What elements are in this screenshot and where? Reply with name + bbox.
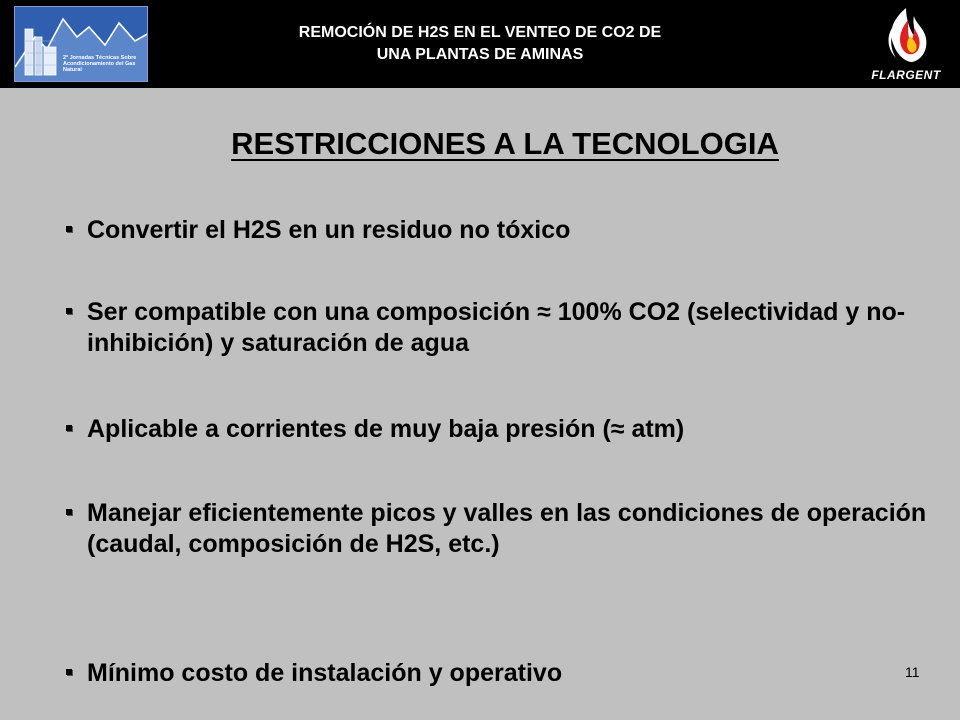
flargent-logo-text: FLARGENT [871,68,941,82]
bullet-text: Aplicable a corrientes de muy baja presión (≈ atm) [87,415,685,443]
slide-header [0,0,960,88]
bullet-text: Convertir el H2S en un residuo no tóxico [87,216,571,244]
slide-title-text: RESTRICCIONES A LA TECNOLOGIA [231,126,779,161]
square-bullet-icon [66,308,72,314]
bullet-text: Mínimo costo de instalación y operativo [87,659,563,687]
flargent-logo [856,6,956,86]
flame-icon [856,6,956,68]
bullet-text: Manejar eficientemente picos y valles en las condiciones de operación (caudal, composición de H2S, etc.) [87,499,927,558]
jornadas-logo-text: 2ª Jornadas Técnicas Sobre Acondicionamiento del Gas Natural [63,55,137,73]
header-title [200,22,760,66]
slide-title [0,126,960,162]
square-bullet-icon [66,425,72,431]
square-bullet-icon [66,226,72,232]
header-title-line-1: REMOCIÓN DE H2S EN EL VENTEO DE CO2 DE [298,24,662,41]
jornadas-logo [14,6,148,82]
square-bullet-icon [66,509,72,515]
square-bullet-icon [66,669,72,675]
page-number: 11 [905,664,920,680]
header-title-line-2: UNA PLANTAS DE AMINAS [376,46,584,63]
bullet-text: Ser compatible con una composición ≈ 100% CO2 (selectividad y no-inhibición) y saturación de agua [87,298,906,357]
